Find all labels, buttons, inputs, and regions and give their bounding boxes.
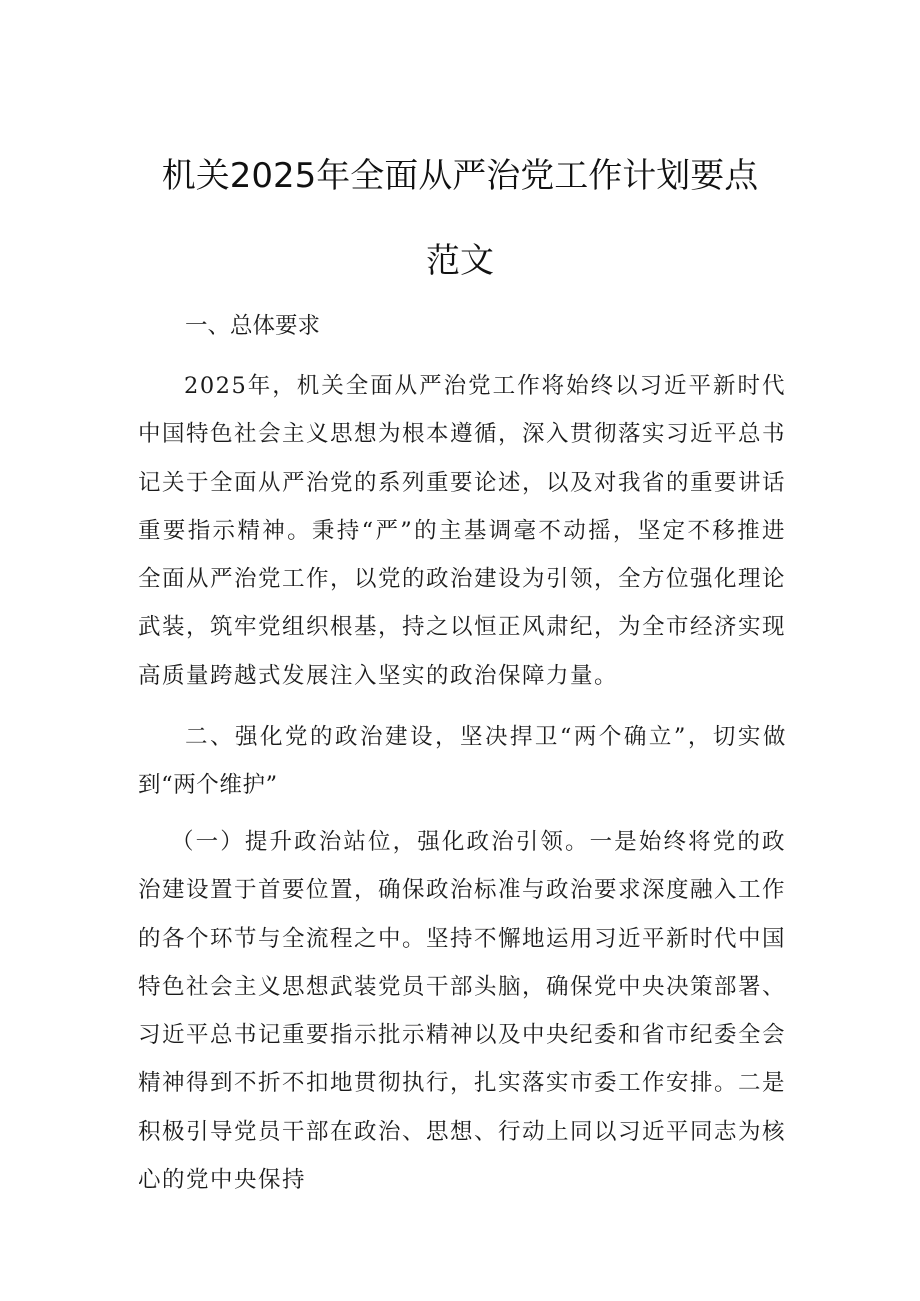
paragraph-political-stance: （一）提升政治站位，强化政治引领。一是始终将党的政治建设置于首要位置，确保政治标准与政治要求深度融入工作的各个环节与全流程之中。坚持不懈地运用习近平新时代中国特色社会主义思想武装党员干部头脑，确保党中央决策部署、习近平总书记重要指示批示精神以及中央纪委和省市纪委全会精神得到不折不扣地贯彻执行，扎实落实市委工作安排。二是积极引导党员干部在政治、思想、行动上同以习近平同志为核心的党中央保持 xyxy=(138,829,787,1194)
paragraph-general-requirements: 2025年，机关全面从严治党工作将始终以习近平新时代中国特色社会主义思想为根本遵循，深入贯彻落实习近平总书记关于全面从严治党的系列重要论述，以及对我省的重要讲话重要指示精神。秉持“严”的主基调毫不动摇，坚定不移推进全面从严治党工作，以党的政治建设为引领，全方位强化理论武装，筑牢党组织根基，持之以恒正风肃纪，为全市经济实现高质量跨越式发展注入坚实的政治保障力量。 xyxy=(138,373,787,689)
document-title-subtitle: 范文 xyxy=(426,241,494,281)
section-heading-general-requirements: 一、总体要求 xyxy=(185,313,321,339)
document-title: 机关2025年全面从严治党工作计划要点 xyxy=(161,156,759,196)
section-heading-political-construction: 二、强化党的政治建设，坚决捍卫“两个确立”，切实做到“两个维护” xyxy=(138,724,786,798)
